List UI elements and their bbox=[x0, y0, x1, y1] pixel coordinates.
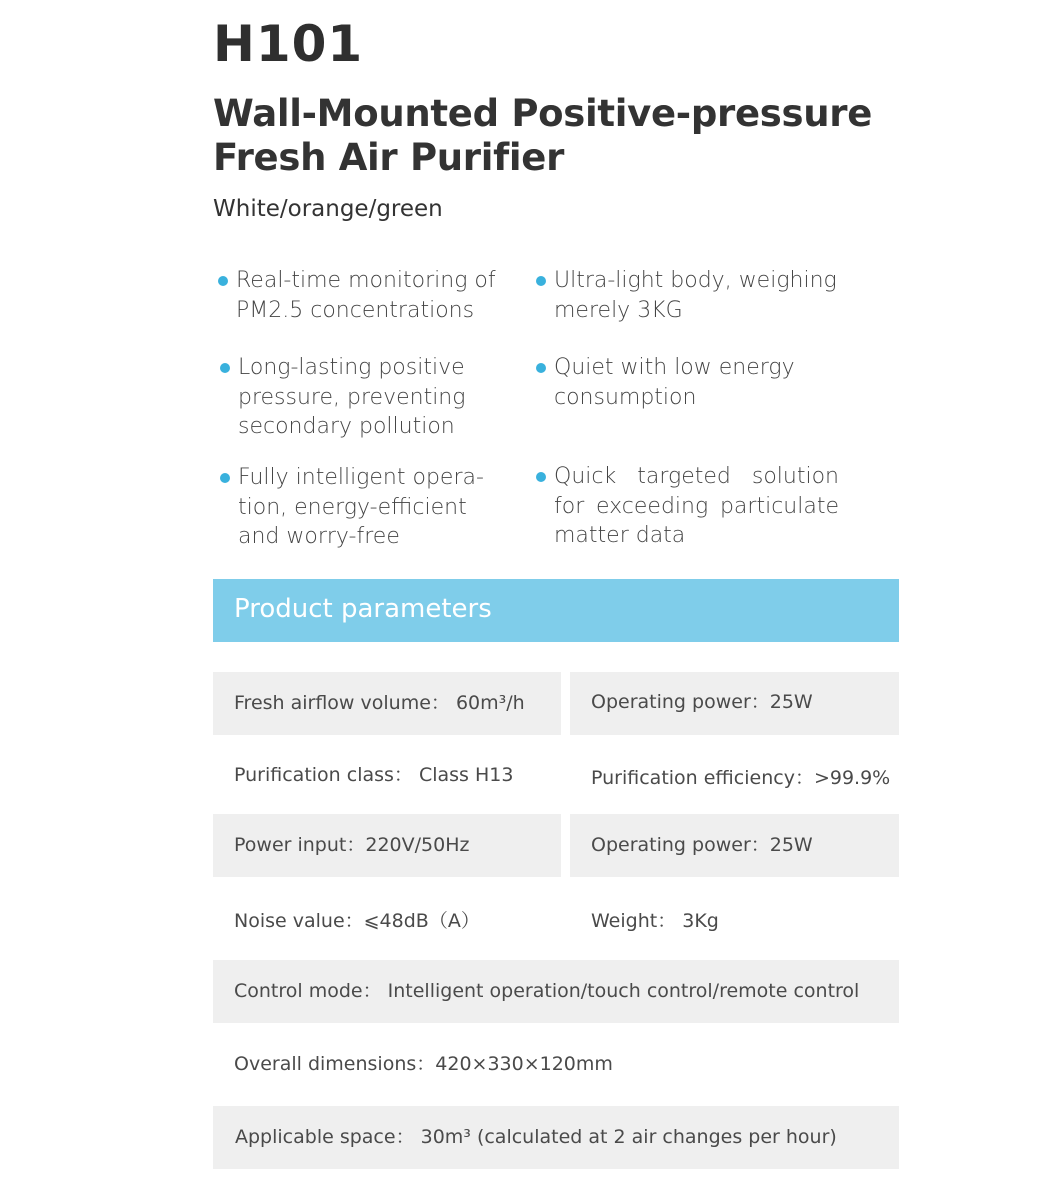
bullet-dot-icon bbox=[536, 363, 546, 373]
param-noise-value: Noise value：⩽48dB（A） bbox=[234, 910, 480, 932]
param-power-input: Power input：220V/50Hz bbox=[213, 814, 561, 877]
feature-item bbox=[554, 353, 814, 412]
param-operating-power: Operating power：25W bbox=[570, 672, 899, 735]
feature-text: Fully intelligent opera-tion, energy-efficient and worry-free bbox=[238, 465, 484, 549]
parameters-header bbox=[213, 579, 899, 642]
feature-item bbox=[236, 266, 506, 325]
feature-item bbox=[554, 462, 839, 551]
param-purification-efficiency: Purification efficiency：>99.9% bbox=[591, 767, 891, 789]
feature-text: Real-time monitoring of PM2.5 concentrations bbox=[236, 268, 496, 323]
feature-text: Long-lasting positive pressure, preventing secondary pollution bbox=[238, 355, 466, 439]
feature-text: Quiet with low energy consumption bbox=[554, 355, 795, 410]
bullet-dot-icon bbox=[536, 276, 546, 286]
param-applicable-space: Applicable space： 30m³ (calculated at 2 air changes per hour) bbox=[213, 1106, 899, 1169]
feature-item bbox=[554, 266, 854, 325]
feature-item bbox=[238, 463, 493, 552]
bullet-dot-icon bbox=[220, 473, 230, 483]
param-weight: Weight： 3Kg bbox=[591, 910, 719, 932]
bullet-dot-icon bbox=[536, 472, 546, 482]
param-control-mode: Control mode： Intelligent operation/touch control/remote control bbox=[213, 960, 899, 1023]
param-operating-power-2: Operating power：25W bbox=[570, 814, 899, 877]
parameters-header-title: Product parameters bbox=[234, 594, 492, 624]
feature-text: Ultra-light body, weighing merely 3KG bbox=[554, 268, 837, 323]
feature-text: Quick targeted solution for exceeding particulate matter data bbox=[554, 464, 839, 548]
color-options: White/orange/green bbox=[213, 196, 443, 222]
feature-item bbox=[238, 353, 498, 442]
param-fresh-airflow: Fresh airflow volume： 60m³/h bbox=[213, 672, 561, 735]
product-title: Wall-Mounted Positive-pressure Fresh Air Purifier bbox=[213, 92, 872, 179]
param-overall-dimensions: Overall dimensions：420×330×120mm bbox=[234, 1053, 613, 1075]
model-number: H101 bbox=[213, 15, 364, 73]
bullet-dot-icon bbox=[218, 276, 228, 286]
bullet-dot-icon bbox=[220, 363, 230, 373]
param-purification-class: Purification class： Class H13 bbox=[234, 764, 514, 786]
